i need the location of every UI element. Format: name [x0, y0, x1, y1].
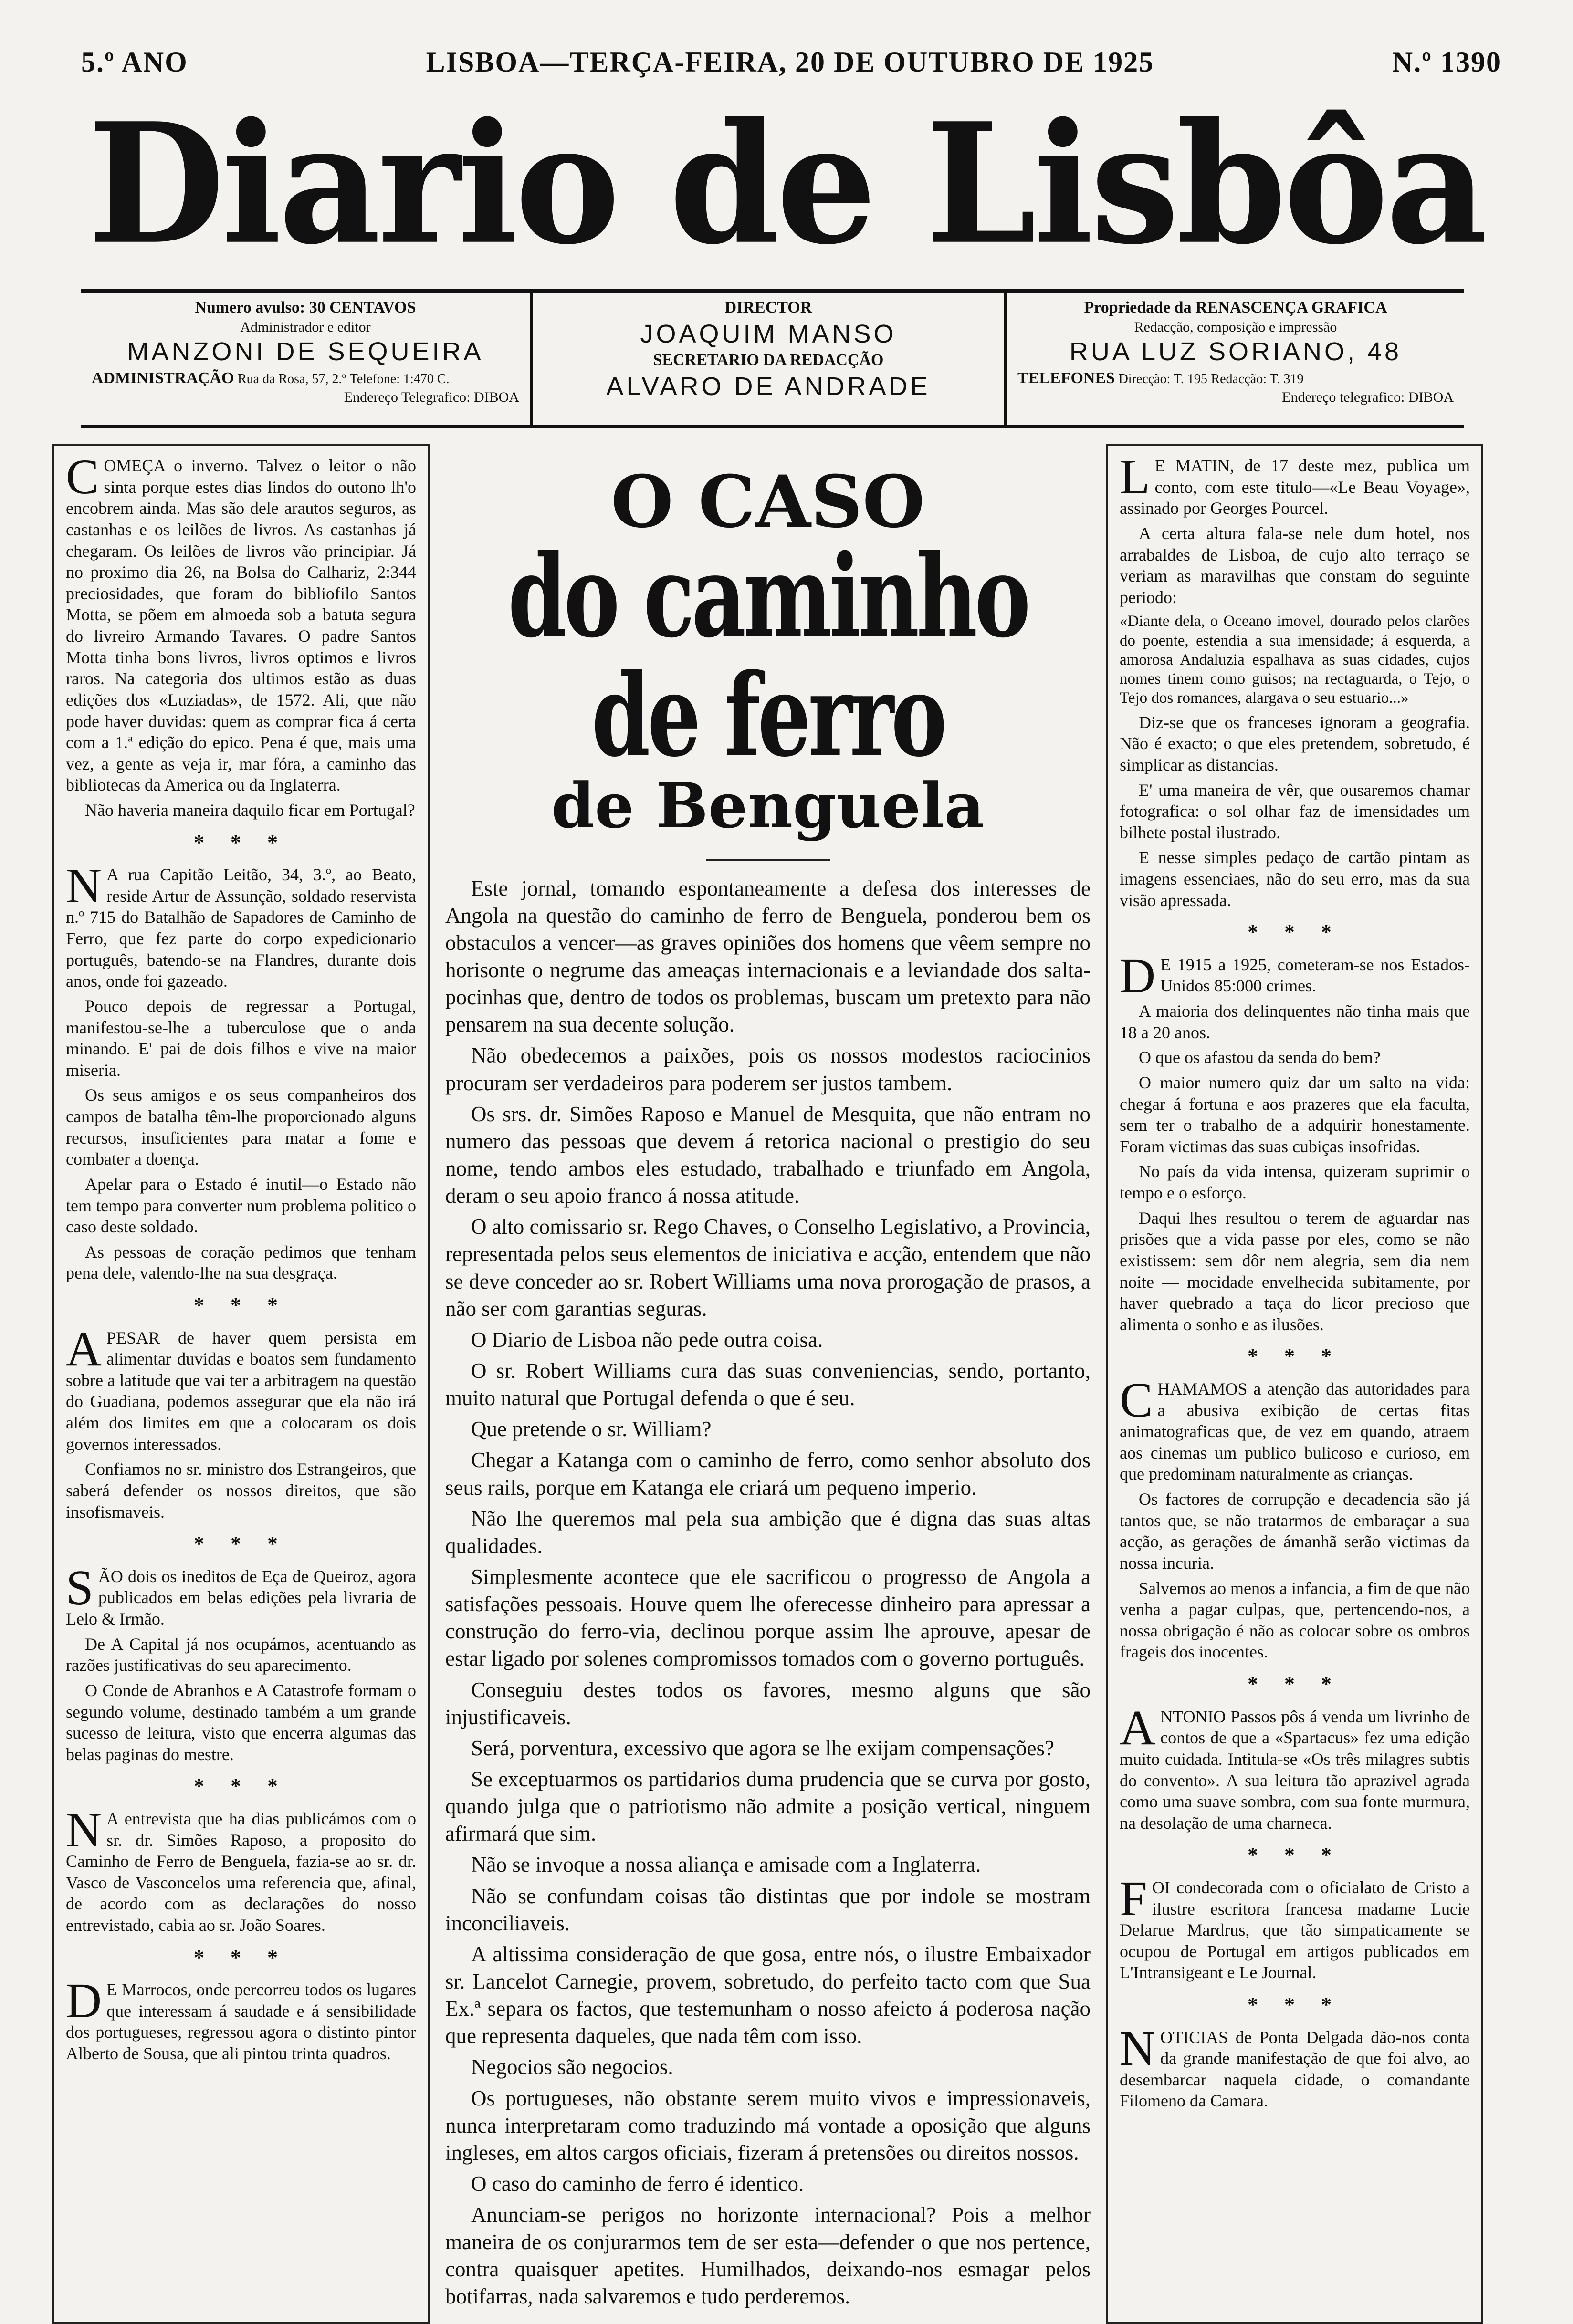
dropcap: N — [66, 1802, 102, 1857]
admin-block — [92, 368, 519, 389]
right-para: No país da vida intensa, quizeram suprimir o tempo e o esforço. — [1120, 1162, 1470, 1203]
left-para: N A entrevista que ha dias publicámos com o sr. dr. Simões Raposo, a proposito do Caminho de Ferro de Benguela, fazia-se ao sr. dr. Vasco de Vasconcelos uma referencia que, afinal, de acordo com as declarações do nosso entrevistado, cabia ao sr. João Soares. — [66, 1802, 416, 1935]
separator-stars: * * * — [194, 830, 288, 854]
info-right — [1007, 293, 1464, 425]
admin-name: MANZONI DE SEQUEIRA — [127, 337, 484, 366]
article-para: Não se invoque a nossa aliança e amisade com a Inglaterra. — [471, 1853, 981, 1877]
dropcap: D — [66, 1973, 102, 2029]
right-para: E nesse simples pedaço de cartão pintam as imagens essenciaes, não do seu erro, mas da sua visão apressada. — [1120, 848, 1470, 910]
left-para: Apelar para o Estado é inutil—o Estado não tem tempo para converter num problema politico o caso deste soldado. — [66, 1174, 416, 1237]
article-para: Conseguiu destes todos os favores, mesmo alguns que são injustificaveis. — [445, 1678, 1091, 1729]
admin-role: Administrador e editor — [240, 319, 371, 335]
dropcap: A — [1120, 1700, 1156, 1755]
right-para: Os factores de corrupção e decadencia são já tantos que, se não tratarmos de embaraçar a sua acção, as gerações de ámanhã serão victimas da nossa incuria. — [1120, 1490, 1470, 1573]
dropcap: L — [1120, 449, 1150, 504]
left-para: Confiamos no sr. ministro dos Estrangeiros, que saberá defender os nossos direitos, que são insofismaveis. — [66, 1459, 416, 1522]
right-para: E' uma maneira de vêr, que ousaremos chamar fotografica: o sol olhar faz de imensidades um bilhete postal ilustrado. — [1120, 780, 1470, 842]
right-para: Daqui lhes resultou o terem de aguardar nas prisões que a vida passe por eles, como se não existissem: sem dôr nem alegria, sem dia nem noite — mocidade envelhecida subitamente, por haver quebrado a taça do licor precioso que alimenta o sonho e as ilusões. — [1120, 1208, 1470, 1334]
headline-place: de Benguela — [551, 769, 985, 842]
center-column — [434, 444, 1102, 2324]
info-strip — [81, 289, 1464, 428]
left-para: De A Capital já nos ocupámos, acentuando as razões justificativas do seu aparecimento. — [66, 1634, 416, 1675]
left-para: COMEÇA o inverno. Talvez o leitor o não sinta porque estes dias lindos do outono lh'o encobrem ainda. Mas são dele arautos seguros, as castanhas e os leilões de livros. As castanhas já chegaram. Os leilões de livros vão principiar. Já no proximo dia 26, na Bolsa do Calhariz, 2:344 preciosidades, que foram do bibliofilo Santos Motta, se põem em almoeda sob a batuta segura do livreiro Armando Tavares. O padre Santos Motta tinha bons livros, livros optimos e livros raros. Na categoria dos ultimos estão as duas edições dos «Luziadas», de 1572. Ali, que não pode haver duvidas: quem as comprar fica á certa com a 1.ª edição do epico. Pena é que, mais uma vez, a gente as veja ir, mar fóra, a caminho das bibliotecas da America ou da Inglaterra. — [66, 449, 416, 795]
phone-redaction: Redacção: T. 319 — [1211, 371, 1304, 386]
separator-stars: * * * — [194, 1774, 288, 1798]
headline-main: O CASO — [611, 460, 925, 544]
admin-phone: Telefone: 1:470 C. — [349, 371, 450, 386]
admin-address: Rua da Rosa, 57, 2.º — [237, 371, 346, 386]
separator-stars: * * * — [1248, 920, 1342, 944]
right-para: ANTONIO Passos pôs á venda um livrinho de contos de que a «Spartacus» fez uma edição muito cuidada. Intitula-se «Os três milagres subtis do convento». A sua leitura tão aprazivel agrada como uma suave sombra, com sua fonte murmura, na desolação de uma charneca. — [1120, 1700, 1470, 1833]
article-para: Os portugueses, não obstante serem muito vivos e impressionaveis, nunca interpretaram como traduzindo má vontade a oposição que alguns ingleses, em altos cargos oficiais, fizeram á pretensões ou direitos nossos. — [445, 2086, 1091, 2165]
right-column — [1106, 444, 1483, 2324]
article-para: Será, porventura, excessivo que agora se lhe exijam compensações? — [471, 1736, 1055, 1760]
info-center — [530, 293, 1007, 425]
separator-stars: * * * — [1248, 1344, 1342, 1368]
article-para: O caso do caminho de ferro é identico. — [471, 2171, 804, 2196]
separator-stars: * * * — [1248, 1993, 1342, 2017]
article-para: Não se confundam coisas tão distintas que por indole se mostram inconciliaveis. — [445, 1884, 1091, 1935]
secretary-name: ALVARO DE ANDRADE — [606, 372, 931, 401]
dateline: LISBOA—TERÇA-FEIRA, 20 DE OUTUBRO DE 1925 — [426, 46, 1154, 78]
office-address: RUA LUZ SORIANO, 48 — [1069, 337, 1402, 366]
article-para: O sr. Robert Williams cura das suas conveniencias, sendo, portanto, muito natural que Portugal defenda o que é seu. — [445, 1358, 1091, 1410]
phones-label: TELEFONES — [1017, 369, 1115, 387]
article-para: A altissima consideração de que gosa, entre nós, o ilustre Embaixador sr. Lancelot Carnegie, provem, sobretudo, do perfeito tacto com que Sua Ex.ª separa os factos, que testemunham o nosso afeicto á poderosa nação que representa daqueles, que nada têm com isso. — [445, 1942, 1091, 2048]
property: Propriedade da RENASCENÇA GRAFICA — [1084, 299, 1387, 316]
right-para: O que os afastou da senda do bem? — [1139, 1048, 1381, 1067]
article-para: Anunciam-se perigos no horizonte internacional? Pois a melhor maneira de os conjurarmos tem de ser esta—defender o que nos pertence, contra quaisquer apetites. Humilhados, deixando-nos esmagar pelos botifarras, nada salvaremos e tudo perderemos. — [445, 2203, 1091, 2309]
dropcap: N — [66, 858, 102, 914]
article-para: Chegar a Katanga com o caminho de ferro, como senhor absoluto dos seus rails, porque em Katanga ele criará um pequeno imperio. — [445, 1448, 1091, 1500]
separator-stars: * * * — [194, 1532, 288, 1556]
phone-direction: Direcção: T. 195 — [1118, 371, 1207, 386]
article-para: Se exceptuarmos os partidarios duma prudencia que se curva por gosto, quando julga que o patriotismo não admite a posição vertical, ninguem afirmará que sim. — [445, 1767, 1091, 1846]
left-telegraph: Endereço Telegrafico: DIBOA — [344, 389, 519, 405]
right-para: L E MATIN, de 17 deste mez, publica um conto, com este titulo—«Le Beau Voyage», assinado por Georges Pourcel. — [1120, 449, 1470, 518]
left-para: SÃO dois os ineditos de Eça de Queiroz, agora publicados em belas edições pela livraria de Lelo & Irmão. — [66, 1560, 416, 1629]
left-para: Pouco depois de regressar a Portugal, manifestou-se-lhe a tuberculose que o anda minando. E' pai de dois filhos e vive na maior miseria. — [66, 996, 416, 1080]
left-para: As pessoas de coração pedimos que tenham pena dele, valendo-lhe na sua desgraça. — [66, 1242, 416, 1283]
columns — [52, 444, 1483, 2309]
right-para: O maior numero quiz dar um salto na vida: chegar á fortuna e aos prazeres que ela faculta, sem ter o trabalho de a adquirir honestamente. Foram victimas das suas cubiças insofridas. — [1120, 1073, 1470, 1156]
article-para: Simplesmente acontece que ele sacrificou o progresso de Angola a satisfações pessoais. Houve quem lhe oferecesse dinheiro para apressar a construção do ferro-via, declinou porque assim lhe aprouve, apesar de estar ligado por solenes compromissos tomados com o governo português. — [445, 1564, 1091, 1671]
article-para: Este jornal, tomando espontaneamente a defesa dos interesses de Angola na questão do caminho de ferro de Benguela, ponderou bem os obstaculos a vencer—as graves opiniões dos homens que vêem sempre no horisonte o negrume das ameaças internacionais e a leviandade dos salta-pocinhas que, dentro de todos os problemas, buscam um pretexto para não pensarem na sua decente solução. — [445, 876, 1091, 1037]
article-para: Não obedecemos a paixões, pois os nossos modestos raciocinios procuram ser verdadeiros para poderem ser justos tambem. — [445, 1043, 1091, 1095]
left-para: O Conde de Abranhos e A Catastrofe formam o segundo volume, destinado também a um grande sucesso de leitura, visto que encerra algumas das belas paginas do mestre. — [66, 1680, 416, 1764]
left-para: Não haveria maneira daquilo ficar em Portugal? — [85, 801, 415, 820]
masthead-title: Diario de Lisbôa — [88, 86, 1485, 281]
quote: «Diante dela, o Oceano imovel, dourado pelos clarões do poente, estendia a sua imensidade; á esquerda, a amorosa Andaluzia espalhava as suas cidades, cujos nomes tinem como guisos; na rectaguarda, o Tejo, o Tejo dos romances, alargava o seu estuario...» — [1120, 613, 1470, 707]
article-para: Que pretende o sr. William? — [471, 1417, 712, 1441]
article-body — [445, 875, 1091, 2311]
right-para: Diz-se que os franceses ignoram a geografia. Não é exacto; o que eles pretendem, sobretudo, é simplicar as distancias. — [1120, 712, 1470, 774]
article-para: Não lhe queremos mal pela sua ambição que é digna das suas altas qualidades. — [445, 1506, 1091, 1558]
composition: Redacção, composição e impressão — [1134, 319, 1337, 335]
dropcap: N — [1120, 2021, 1156, 2076]
right-para: D E 1915 a 1925, cometeram-se nos Estados-Unidos 85:000 crimes. — [1120, 948, 1470, 1003]
price: Numero avulso: 30 CENTAVOS — [195, 299, 416, 316]
dropcap: S — [66, 1560, 94, 1615]
article-para: O Diario de Lisboa não pede outra coisa. — [471, 1327, 823, 1352]
right-para: NOTICIAS de Ponta Delgada dão-nos conta da grande manifestação de que foi alvo, ao desembarcar naquela cidade, o comandante Filomeno da Camara. — [1120, 2021, 1470, 2111]
separator-stars: * * * — [194, 1945, 288, 1969]
issue-number: N.º 1390 — [1392, 46, 1501, 78]
left-para: D E Marrocos, onde percorreu todos os lugares que interessam á saudade e á sensibilidade dos portugueses, regressou agora o distinto pintor Alberto de Sousa, que ali pintou trinta quadros. — [66, 1973, 416, 2063]
director-name: JOAQUIM MANSO — [640, 319, 897, 348]
dropcap: A — [66, 1321, 102, 1376]
secretary-label: SECRETARIO DA REDACÇÃO — [653, 351, 884, 369]
article-para: O alto comissario sr. Rego Chaves, o Conselho Legislativo, a Provincia, representada pelos seus elementos de iniciativa e acção, entendem que não se deve conceder ao sr. Robert Williams uma nova prorogação de prasos, a não ser com garantias seguras. — [445, 1215, 1091, 1321]
headline-sub: do caminho de ferro — [508, 530, 1028, 782]
right-para: CHAMAMOS a atenção das autoridades para a abusiva exibição de certas fitas animatograficas que, de vez em quando, atraem aos cinemas um publico bulicoso e curioso, em que predominam naturalmente as crianças. — [1120, 1372, 1470, 1484]
right-telegraph: Endereço telegrafico: DIBOA — [1282, 389, 1454, 405]
article-para: Os srs. dr. Simões Raposo e Manuel de Mesquita, que não entram no numero das pessoas que devem á retorica nacional o prestigio do seu nome, tendo ambos eles estudado, trabalhado e triunfado em Angola, deram o seu apoio franco á nossa atitude. — [445, 1102, 1091, 1208]
separator-stars: * * * — [1248, 1672, 1342, 1696]
article-para: Negocios são negocios. — [471, 2055, 673, 2079]
left-column — [52, 444, 430, 2324]
left-para: N A rua Capitão Leitão, 34, 3.º, ao Beato, reside Artur de Assunção, soldado reservista n.º 715 do Batalhão de Sapadores de Caminho de Ferro, que fez parte do corpo expedicionario português, batendo-se na Flandres, durante dois anos, onde foi gazeado. — [66, 858, 416, 991]
dropcap: F — [1120, 1871, 1147, 1926]
headline-rule — [706, 859, 830, 861]
right-para: A maioria dos delinquentes não tinha mais que 18 a 20 anos. — [1120, 1001, 1470, 1042]
dropcap: D — [1120, 948, 1156, 1003]
right-para: FOI condecorada com o oficialato de Cristo a ilustre escritora francesa madame Lucie Delarue Mardrus, que tão simpaticamente se ocupou de Portugal em artigos publicados em L'Intransigeant e Le Journal. — [1120, 1871, 1470, 1982]
separator-stars: * * * — [194, 1293, 288, 1317]
director-label: DIRECTOR — [724, 299, 812, 316]
dropcap: C — [1120, 1372, 1153, 1428]
right-para: A certa altura fala-se nele dum hotel, nos arrabaldes de Lisboa, de cujo alto terraço se veriam as maravilhas que constam do seguinte periodo: — [1120, 523, 1470, 607]
phones-block — [1017, 368, 1454, 389]
right-para: Salvemos ao menos a infancia, a fim de que não venha a pagar culpas, que, pertencendo-nos, a nossa obrigação é não as colocar sobre os ombros frageis dos inocentes. — [1120, 1578, 1470, 1662]
info-left — [81, 293, 530, 425]
year-label: 5.º ANO — [81, 46, 188, 78]
dropcap: C — [66, 449, 99, 504]
admin-label: ADMINISTRAÇÃO — [92, 369, 234, 387]
left-para: APESAR de haver quem persista em alimentar duvidas e boatos sem fundamento sobre a latitude que vai ter a arbitragem na questão do Guadiana, podemos assegurar que ela não irá além dos limites em que a colocaram os dois governos interessados. — [66, 1321, 416, 1454]
separator-stars: * * * — [1248, 1843, 1342, 1867]
left-para: Os seus amigos e os seus companheiros dos campos de batalha têm-lhe proporcionado alguns recursos, insuficientes para matar a fome e combater a doença. — [66, 1085, 416, 1169]
